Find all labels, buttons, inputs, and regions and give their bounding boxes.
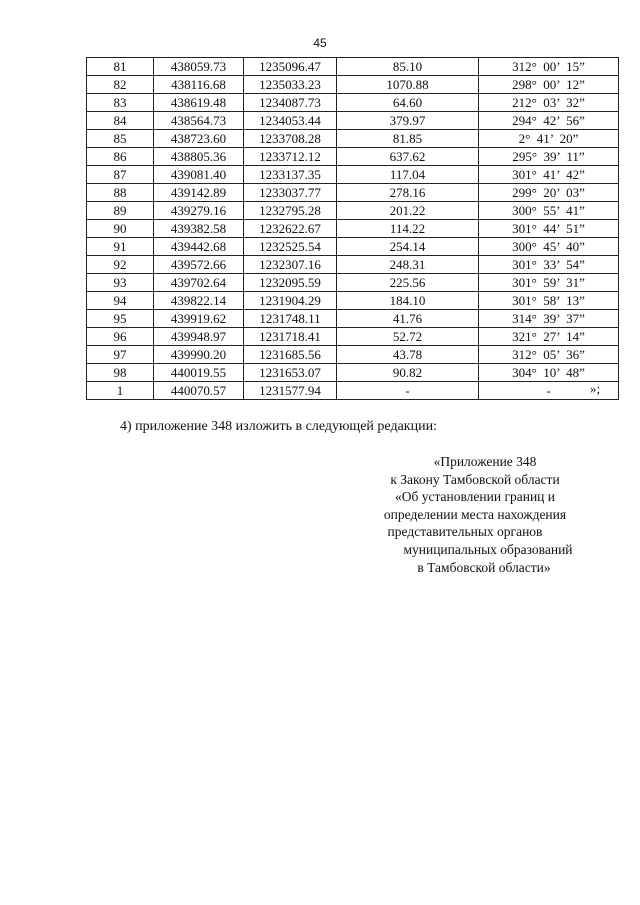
direction-angle-cell: 304° 10’ 48” bbox=[479, 364, 619, 382]
length-cell: 64.60 bbox=[337, 94, 479, 112]
length-cell: 81.85 bbox=[337, 130, 479, 148]
direction-angle-cell: 321° 27’ 14” bbox=[479, 328, 619, 346]
point-number-cell: 90 bbox=[87, 220, 154, 238]
y-coordinate-cell: 1233037.77 bbox=[244, 184, 337, 202]
direction-angle-cell: 301° 33’ 54” bbox=[479, 256, 619, 274]
y-coordinate-cell: 1232307.16 bbox=[244, 256, 337, 274]
point-number-cell: 94 bbox=[87, 292, 154, 310]
direction-angle-cell: 298° 00’ 12” bbox=[479, 76, 619, 94]
table-row bbox=[87, 274, 619, 292]
x-coordinate-cell: 439382.58 bbox=[154, 220, 244, 238]
direction-angle-cell: 301° 58’ 13” bbox=[479, 292, 619, 310]
y-coordinate-cell: 1235096.47 bbox=[244, 58, 337, 76]
point-number-cell: 81 bbox=[87, 58, 154, 76]
y-coordinate-cell: 1234087.73 bbox=[244, 94, 337, 112]
direction-angle-cell: 295° 39’ 11” bbox=[479, 148, 619, 166]
point-number-cell: 97 bbox=[87, 346, 154, 364]
point-number-cell: 89 bbox=[87, 202, 154, 220]
length-cell: 637.62 bbox=[337, 148, 479, 166]
direction-angle-cell: 301° 41’ 42” bbox=[479, 166, 619, 184]
length-cell: 90.82 bbox=[337, 364, 479, 382]
x-coordinate-cell: 439822.14 bbox=[154, 292, 244, 310]
direction-angle-cell: 301° 44’ 51” bbox=[479, 220, 619, 238]
length-cell: 201.22 bbox=[337, 202, 479, 220]
y-coordinate-cell: 1232795.28 bbox=[244, 202, 337, 220]
page-number: 45 bbox=[313, 36, 327, 50]
length-cell: 1070.88 bbox=[337, 76, 479, 94]
appendix-heading bbox=[360, 453, 590, 576]
y-coordinate-cell: 1233712.12 bbox=[244, 148, 337, 166]
y-coordinate-cell: 1232622.67 bbox=[244, 220, 337, 238]
point-number-cell: 84 bbox=[87, 112, 154, 130]
direction-angle-cell: 312° 05’ 36” bbox=[479, 346, 619, 364]
table-row bbox=[87, 256, 619, 274]
length-cell: 254.14 bbox=[337, 238, 479, 256]
y-coordinate-cell: 1231718.41 bbox=[244, 328, 337, 346]
point-number-cell: 85 bbox=[87, 130, 154, 148]
appendix-line: «Приложение 348 bbox=[433, 454, 537, 469]
length-cell: - bbox=[337, 382, 479, 400]
length-cell: 41.76 bbox=[337, 310, 479, 328]
x-coordinate-cell: 439081.40 bbox=[154, 166, 244, 184]
table-row bbox=[87, 310, 619, 328]
x-coordinate-cell: 439442.68 bbox=[154, 238, 244, 256]
table-row bbox=[87, 292, 619, 310]
direction-angle-cell: 314° 39’ 37” bbox=[479, 310, 619, 328]
y-coordinate-cell: 1232525.54 bbox=[244, 238, 337, 256]
direction-angle-cell: 300° 45’ 40” bbox=[479, 238, 619, 256]
y-coordinate-cell: 1231904.29 bbox=[244, 292, 337, 310]
appendix-line: в Тамбовской области» bbox=[417, 559, 551, 575]
x-coordinate-cell: 438723.60 bbox=[154, 130, 244, 148]
point-number-cell: 91 bbox=[87, 238, 154, 256]
x-coordinate-cell: 438116.68 bbox=[154, 76, 244, 94]
appendix-line: к Закону Тамбовской области bbox=[390, 471, 560, 487]
length-cell: 114.22 bbox=[337, 220, 479, 238]
x-coordinate-cell: 438619.48 bbox=[154, 94, 244, 112]
point-number-cell: 83 bbox=[87, 94, 154, 112]
table-row bbox=[87, 58, 619, 76]
x-coordinate-cell: 439142.89 bbox=[154, 184, 244, 202]
table-row bbox=[87, 346, 619, 364]
point-number-cell: 95 bbox=[87, 310, 154, 328]
direction-angle-cell: 301° 59’ 31” bbox=[479, 274, 619, 292]
point-number-cell: 87 bbox=[87, 166, 154, 184]
table-row bbox=[87, 382, 619, 400]
x-coordinate-cell: 439948.97 bbox=[154, 328, 244, 346]
x-coordinate-cell: 438564.73 bbox=[154, 112, 244, 130]
length-cell: 85.10 bbox=[337, 58, 479, 76]
table-row bbox=[87, 364, 619, 382]
y-coordinate-cell: 1232095.59 bbox=[244, 274, 337, 292]
direction-angle-cell: 300° 55’ 41” bbox=[479, 202, 619, 220]
table-row bbox=[87, 148, 619, 166]
x-coordinate-cell: 439919.62 bbox=[154, 310, 244, 328]
x-coordinate-cell: 440019.55 bbox=[154, 364, 244, 382]
table-row bbox=[87, 112, 619, 130]
point-number-cell: 82 bbox=[87, 76, 154, 94]
length-cell: 379.97 bbox=[337, 112, 479, 130]
y-coordinate-cell: 1231685.56 bbox=[244, 346, 337, 364]
y-coordinate-cell: 1233708.28 bbox=[244, 130, 337, 148]
length-cell: 52.72 bbox=[337, 328, 479, 346]
appendix-line: «Об установлении границ и bbox=[394, 489, 556, 505]
coordinates-table bbox=[86, 57, 619, 400]
y-coordinate-cell: 1231653.07 bbox=[244, 364, 337, 382]
x-coordinate-cell: 438805.36 bbox=[154, 148, 244, 166]
length-cell: 117.04 bbox=[337, 166, 479, 184]
direction-angle-cell: 2° 41’ 20” bbox=[479, 130, 619, 148]
x-coordinate-cell: 438059.73 bbox=[154, 58, 244, 76]
appendix-line: муниципальных образований bbox=[403, 541, 573, 557]
table-row bbox=[87, 130, 619, 148]
y-coordinate-cell: 1231748.11 bbox=[244, 310, 337, 328]
x-coordinate-cell: 439702.64 bbox=[154, 274, 244, 292]
table-row bbox=[87, 238, 619, 256]
direction-angle-cell: 212° 03’ 32” bbox=[479, 94, 619, 112]
point-number-cell: 92 bbox=[87, 256, 154, 274]
x-coordinate-cell: 440070.57 bbox=[154, 382, 244, 400]
direction-angle-cell: 312° 00’ 15” bbox=[479, 58, 619, 76]
x-coordinate-cell: 439279.16 bbox=[154, 202, 244, 220]
length-cell: 248.31 bbox=[337, 256, 479, 274]
length-cell: 278.16 bbox=[337, 184, 479, 202]
point-number-cell: 93 bbox=[87, 274, 154, 292]
appendix-line: представительных органов bbox=[387, 524, 543, 540]
table-row bbox=[87, 76, 619, 94]
length-cell: 184.10 bbox=[337, 292, 479, 310]
direction-angle-cell: 299° 20’ 03” bbox=[479, 184, 619, 202]
appendix-line: определении места нахождения bbox=[383, 506, 567, 522]
table-row bbox=[87, 328, 619, 346]
x-coordinate-cell: 439990.20 bbox=[154, 346, 244, 364]
y-coordinate-cell: 1234053.44 bbox=[244, 112, 337, 130]
direction-angle-cell: 294° 42’ 56” bbox=[479, 112, 619, 130]
point-number-cell: 98 bbox=[87, 364, 154, 382]
table-row bbox=[87, 220, 619, 238]
point-number-cell: 96 bbox=[87, 328, 154, 346]
point-number-cell: 88 bbox=[87, 184, 154, 202]
item-4-instruction: 4) приложение 348 изложить в следующей редакции: bbox=[120, 419, 437, 434]
table-row bbox=[87, 202, 619, 220]
x-coordinate-cell: 439572.66 bbox=[154, 256, 244, 274]
length-cell: 225.56 bbox=[337, 274, 479, 292]
direction-angle-cell: - bbox=[479, 382, 619, 400]
point-number-cell: 1 bbox=[87, 382, 154, 400]
table-row bbox=[87, 184, 619, 202]
y-coordinate-cell: 1235033.23 bbox=[244, 76, 337, 94]
y-coordinate-cell: 1231577.94 bbox=[244, 382, 337, 400]
table-row bbox=[87, 166, 619, 184]
closing-quote: »; bbox=[590, 381, 601, 396]
y-coordinate-cell: 1233137.35 bbox=[244, 166, 337, 184]
table-row bbox=[87, 94, 619, 112]
length-cell: 43.78 bbox=[337, 346, 479, 364]
point-number-cell: 86 bbox=[87, 148, 154, 166]
